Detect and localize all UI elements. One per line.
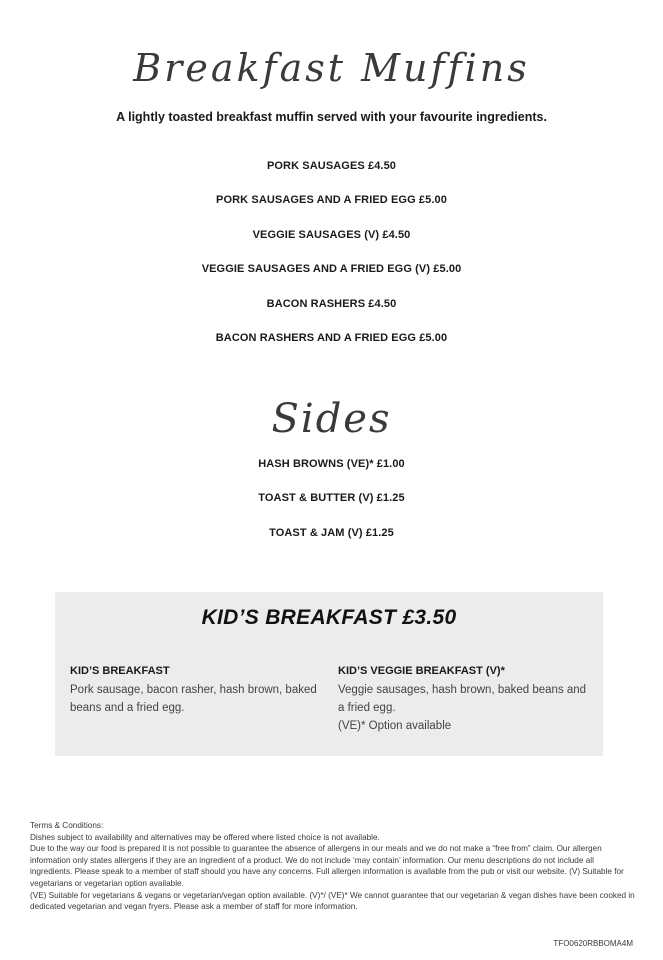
menu-item: VEGGIE SAUSAGES AND A FRIED EGG (V) £5.00: [201, 263, 462, 275]
side-item: TOAST & JAM (V) £1.25: [269, 527, 394, 539]
muffins-title: Breakfast Muffins: [133, 46, 530, 90]
terms-line: (VE) Suitable for vegetarians & vegans or vegetarian/vegan option available. (V)*/ (VE)* We cannot guarantee that our vegetarian & vegan dishes have been cooked in dedicated vegetarian and vegan fryers. Please ask a member of staff for more information.: [30, 890, 635, 912]
kids-veggie-column: [338, 665, 588, 735]
kids-breakfast-panel: [55, 592, 603, 756]
terms-and-conditions: [30, 820, 636, 913]
terms-line: Dishes subject to availability and alternatives may be offered where listed choice is not available.: [30, 832, 380, 842]
kids-veggie-description: Veggie sausages, hash brown, baked beans and a fried egg.: [338, 684, 587, 714]
kids-veggie-note: (VE)* Option available: [338, 720, 452, 732]
menu-item: PORK SAUSAGES AND A FRIED EGG £5.00: [216, 194, 447, 206]
menu-item: PORK SAUSAGES £4.50: [266, 160, 397, 172]
muffins-intro: A lightly toasted breakfast muffin served with your favourite ingredients.: [116, 110, 547, 124]
document-code: TFO0620RBBOMA4M: [553, 939, 633, 948]
terms-heading: Terms & Conditions:: [30, 821, 104, 830]
kids-breakfast-description: Pork sausage, bacon rasher, hash brown, baked beans and a fried egg.: [70, 684, 317, 714]
kids-veggie-heading: KID’S VEGGIE BREAKFAST (V)*: [338, 665, 505, 677]
sides-title: Sides: [271, 396, 392, 442]
terms-line: Due to the way our food is prepared it is not possible to guarantee the absence of allergens in our meals and we do not make a “free from” claim. Our allergen information only states allergens if they are an ingredient of a product. We do not include ‘may contain’ information. Our menu descriptions do not include all ingredients. Please speak to a member of staff should you have any concerns. Full allergen information is available from the pub or visit our website. (V) Suitable for vegetarians or vegetarian option available.: [30, 844, 624, 888]
menu-item: VEGGIE SAUSAGES (V) £4.50: [252, 229, 411, 241]
kids-title: KID’S BREAKFAST £3.50: [201, 606, 457, 629]
side-item: TOAST & BUTTER (V) £1.25: [258, 492, 405, 504]
menu-item: BACON RASHERS AND A FRIED EGG £5.00: [215, 332, 448, 344]
menu-item: BACON RASHERS £4.50: [266, 298, 397, 310]
kids-breakfast-column: [70, 665, 320, 717]
side-item: HASH BROWNS (VE)* £1.00: [258, 458, 405, 470]
kids-breakfast-heading: KID’S BREAKFAST: [70, 665, 170, 677]
